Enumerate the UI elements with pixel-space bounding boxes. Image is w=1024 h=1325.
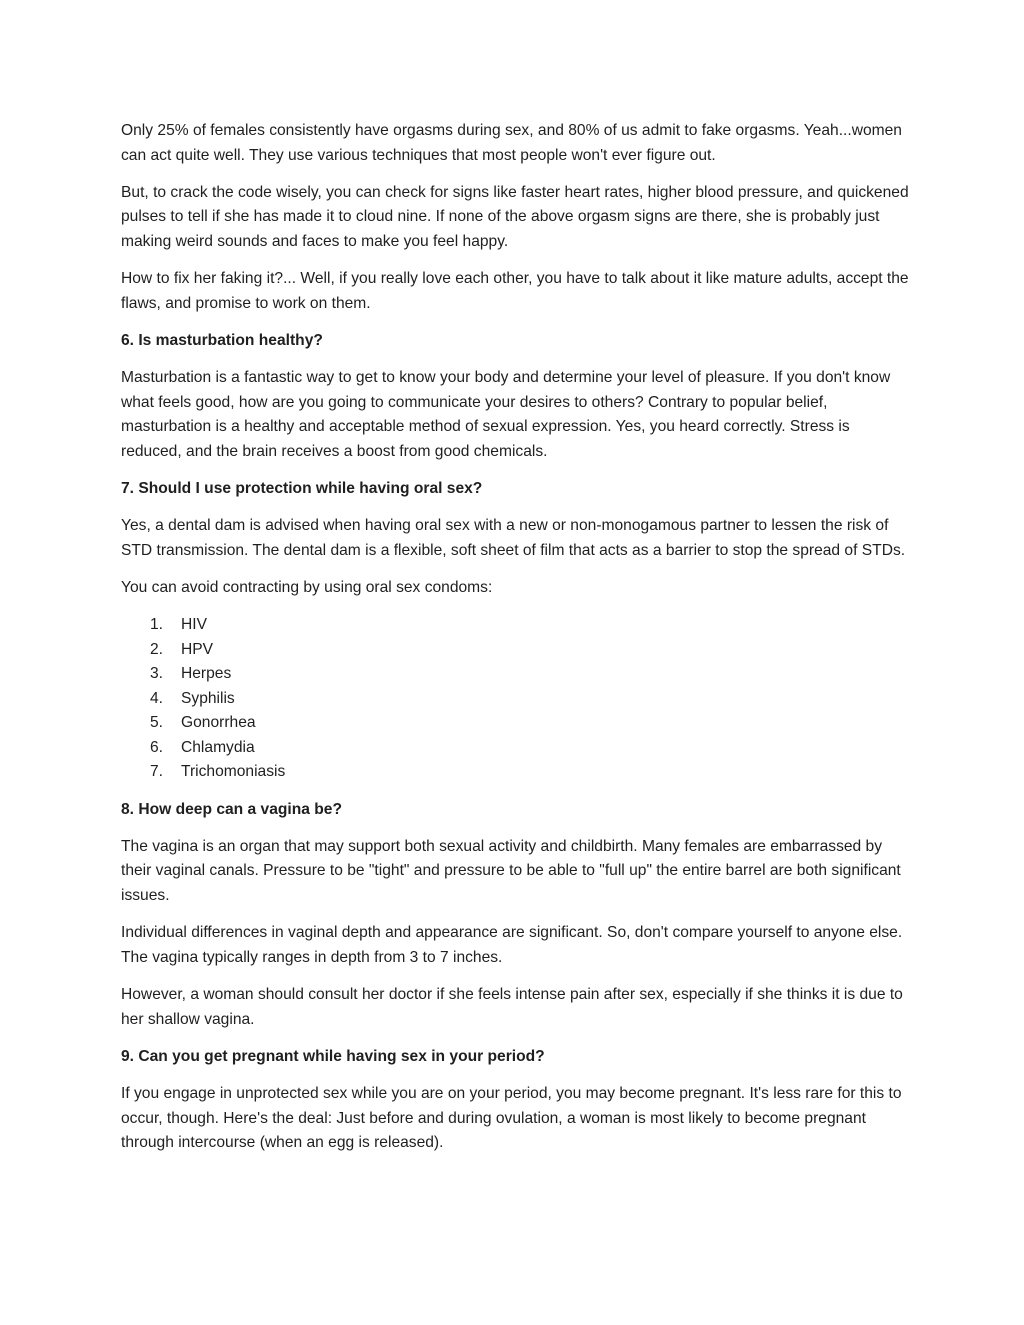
list-item xyxy=(121,687,911,712)
list-number: 4. xyxy=(150,689,164,707)
paragraph: How to fix her faking it?... Well, if you really love each other, you have to talk about it like mature adults, accept the flaws, and promise to work on them. xyxy=(121,270,909,312)
paragraph: But, to crack the code wisely, you can check for signs like faster heart rates, higher blood pressure, and quickened pulses to tell if she has made it to cloud nine. If none of the above orgasm signs are there, she is probably just making weird sounds and faces to make you feel happy. xyxy=(121,183,909,250)
paragraph: Masturbation is a fantastic way to get to know your body and determine your level of pleasure. If you don't know what feels good, how are you going to communicate your desires to others? Contrary to popular belief, masturbation is a healthy and acceptable method of sexual expression. Yes, you heard correctly. Stress is reduced, and the brain receives a boost from good chemicals. xyxy=(121,369,891,460)
section-heading: 8. How deep can a vagina be? xyxy=(121,800,342,818)
list-number: 6. xyxy=(150,738,164,756)
section-heading: 6. Is masturbation healthy? xyxy=(121,331,323,349)
list-item-text: HIV xyxy=(181,616,207,634)
paragraph: If you engage in unprotected sex while you are on your period, you may become pregnant. It's less rare for this to occur, though. Here's the deal: Just before and during ovulation, a woman is most likely to become pregnant through intercourse (when an egg is released). xyxy=(121,1085,902,1152)
list-item xyxy=(121,613,911,638)
list-item xyxy=(121,662,911,687)
list-number: 7. xyxy=(150,763,164,781)
list-number: 1. xyxy=(150,616,164,634)
list-item-text: Chlamydia xyxy=(181,738,255,756)
list-number: 5. xyxy=(150,714,164,732)
list-number: 2. xyxy=(150,640,164,658)
paragraph: You can avoid contracting by using oral sex condoms: xyxy=(121,579,493,597)
list-item xyxy=(121,760,911,785)
list-item-text: Syphilis xyxy=(181,689,235,707)
paragraph: Individual differences in vaginal depth and appearance are significant. So, don't compare yourself to anyone else. The vagina typically ranges in depth from 3 to 7 inches. xyxy=(121,924,903,966)
paragraph: Yes, a dental dam is advised when having oral sex with a new or non-monogamous partner to lessen the risk of STD transmission. The dental dam is a flexible, soft sheet of film that acts as a barrier to stop the spread of STDs. xyxy=(121,517,906,559)
list-item-text: Trichomoniasis xyxy=(181,763,286,781)
paragraph: The vagina is an organ that may support both sexual activity and childbirth. Many females are embarrassed by their vaginal canals. Pressure to be "tight" and pressure to be able to "full up" the entire barrel are both significant issues. xyxy=(121,837,901,904)
std-list xyxy=(121,613,911,785)
list-item xyxy=(121,638,911,663)
paragraph: However, a woman should consult her doctor if she feels intense pain after sex, especially if she thinks it is due to her shallow vagina. xyxy=(121,986,903,1028)
list-item xyxy=(121,711,911,736)
document-page xyxy=(121,119,911,1168)
list-item-text: Gonorrhea xyxy=(181,714,256,732)
list-item xyxy=(121,736,911,761)
list-item-text: Herpes xyxy=(181,665,232,683)
list-item-text: HPV xyxy=(181,640,214,658)
list-number: 3. xyxy=(150,665,164,683)
section-heading: 9. Can you get pregnant while having sex in your period? xyxy=(121,1047,545,1065)
paragraph: Only 25% of females consistently have orgasms during sex, and 80% of us admit to fake orgasms. Yeah...women can act quite well. They use various techniques that most people won't ever figure out. xyxy=(121,122,902,164)
section-heading: 7. Should I use protection while having oral sex? xyxy=(121,479,483,497)
